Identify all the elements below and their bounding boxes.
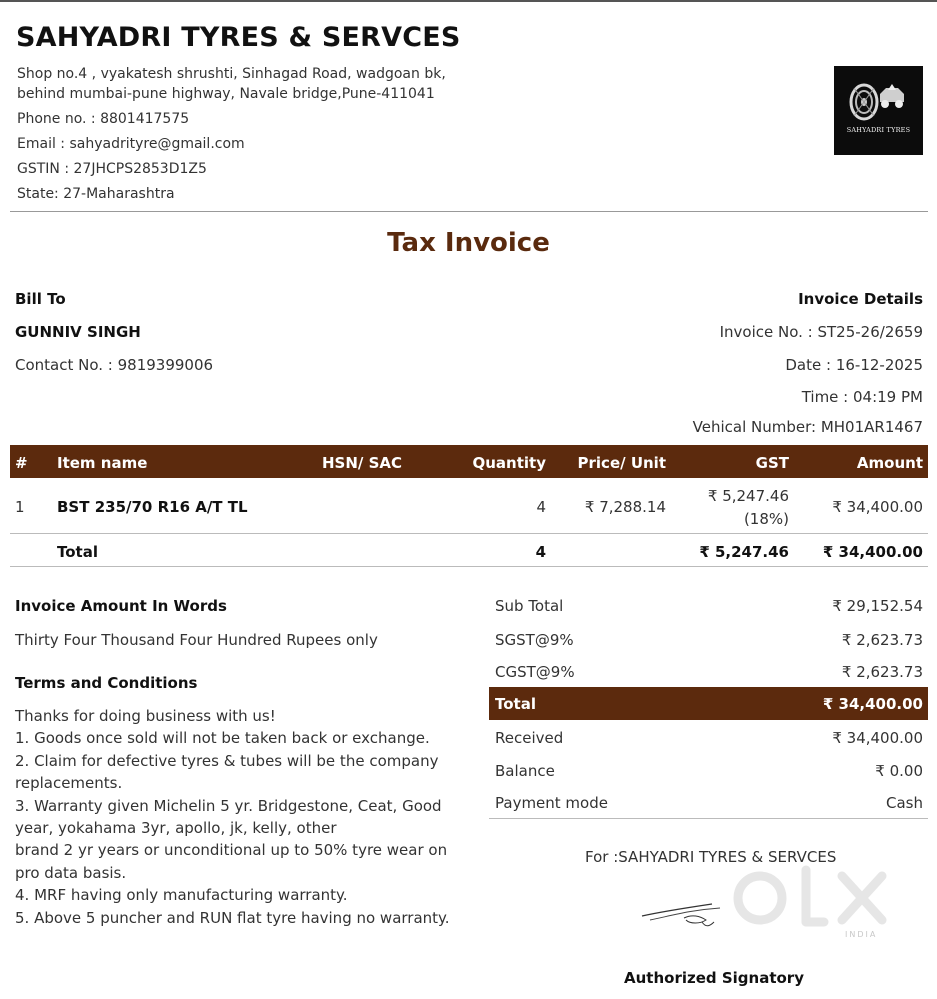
terms-line: 5. Above 5 puncher and RUN flat tyre having no warranty. (15, 908, 450, 927)
shop-email: Email : sahyadrityre@gmail.com (17, 136, 245, 152)
payment-mode-label: Payment mode (495, 794, 608, 812)
table-total-amount: ₹ 34,400.00 (822, 543, 923, 561)
col-price-header: Price/ Unit (577, 454, 666, 472)
row-amount: ₹ 34,400.00 (832, 498, 923, 516)
row-gst-amount: ₹ 5,247.46 (707, 487, 789, 505)
invoice-details-label: Invoice Details (798, 290, 923, 308)
table-header (10, 445, 928, 478)
col-qty-header: Quantity (472, 454, 546, 472)
cgst-value: ₹ 2,623.73 (841, 663, 923, 681)
shop-logo (834, 66, 923, 155)
row-gst-rate: (18%) (743, 510, 789, 528)
row-item-name: BST 235/70 R16 A/T TL (57, 498, 248, 516)
grand-total-value: ₹ 34,400.00 (822, 695, 923, 713)
logo-text: SAHYADRI TYRES (846, 126, 911, 134)
shop-name: SAHYADRI TYRES & SERVCES (16, 22, 461, 53)
cgst-label: CGST@9% (495, 663, 575, 681)
invoice-time: Time : 04:19 PM (801, 388, 923, 406)
row-divider (10, 533, 928, 534)
table-total-label: Total (57, 543, 98, 561)
col-gst-header: GST (755, 454, 789, 472)
balance-value: ₹ 0.00 (875, 762, 923, 780)
amount-words-label: Invoice Amount In Words (15, 597, 227, 615)
amount-words-text: Thirty Four Thousand Four Hundred Rupees only (15, 631, 378, 649)
top-border (0, 0, 937, 2)
row-num: 1 (15, 498, 25, 516)
header-divider (10, 211, 928, 212)
customer-contact: Contact No. : 9819399006 (15, 356, 214, 374)
received-label: Received (495, 729, 564, 747)
shop-phone: Phone no. : 8801417575 (17, 111, 190, 127)
shop-gstin: GSTIN : 27JHCPS2853D1Z5 (17, 161, 207, 177)
shop-address-line2: behind mumbai-pune highway, Navale bridge,Pune-411041 (17, 86, 435, 102)
balance-label: Balance (495, 762, 555, 780)
table-total-gst: ₹ 5,247.46 (699, 543, 789, 561)
grand-total-bar (489, 687, 928, 720)
col-amount-header: Amount (856, 454, 923, 472)
terms-line: Thanks for doing business with us! (15, 707, 276, 725)
shop-address-line1: Shop no.4 , vyakatesh shrushti, Sinhagad Road, wadgoan bk, (17, 66, 446, 82)
subtotal-label: Sub Total (495, 597, 564, 615)
received-value: ₹ 34,400.00 (832, 729, 923, 747)
terms-line: brand 2 yr years or unconditional up to 50% tyre wear on pro data basis. (15, 841, 448, 882)
invoice-date: Date : 16-12-2025 (785, 356, 923, 374)
terms-label: Terms and Conditions (15, 674, 198, 692)
vehicle-number: Vehical Number: MH01AR1467 (692, 418, 923, 436)
shop-state: State: 27-Maharashtra (17, 186, 175, 202)
table-bottom-divider (10, 566, 928, 567)
bill-to-label: Bill To (15, 290, 66, 308)
terms-line: 2. Claim for defective tyres & tubes will be the company replacements. (15, 751, 439, 793)
col-item-header: Item name (57, 454, 148, 472)
summary-divider (489, 818, 928, 819)
invoice-title: Tax Invoice (387, 228, 550, 258)
invoice-number: Invoice No. : ST25-26/2659 (719, 323, 923, 341)
terms-line: 4. MRF having only manufacturing warranty. (15, 886, 348, 905)
grand-total-label: Total (495, 695, 536, 713)
col-num-header: # (15, 454, 28, 472)
payment-mode-value: Cash (886, 794, 923, 812)
sgst-value: ₹ 2,623.73 (841, 631, 923, 649)
row-qty: 4 (536, 498, 546, 516)
tyre-icon (834, 66, 923, 126)
table-total-qty: 4 (535, 543, 546, 561)
for-company-line: For :SAHYADRI TYRES & SERVCES (585, 848, 837, 866)
customer-name: GUNNIV SINGH (15, 323, 141, 341)
row-price: ₹ 7,288.14 (584, 498, 666, 516)
authorized-signatory: Authorized Signatory (624, 969, 804, 987)
olx-watermark-country: INDIA (845, 930, 878, 939)
subtotal-value: ₹ 29,152.54 (832, 597, 923, 615)
terms-line: 3. Warranty given Michelin 5 yr. Bridgestone, Ceat, Good year, yokahama 3yr, apollo, jk, kelly, other (15, 796, 442, 838)
terms-line: 1. Goods once sold will not be taken back or exchange. (15, 729, 430, 748)
terms-list (15, 705, 455, 929)
sgst-label: SGST@9% (495, 631, 574, 649)
col-hsn-header: HSN/ SAC (322, 454, 403, 472)
